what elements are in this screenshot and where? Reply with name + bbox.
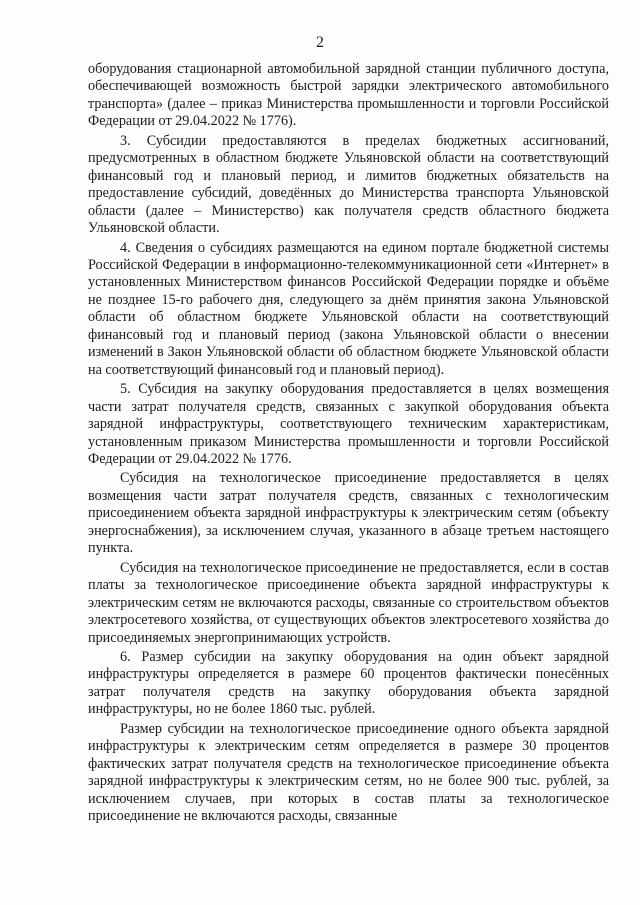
paragraph-continuation: оборудования стационарной автомобильной зарядной станции публичного доступа, обеспечивающей возможность быстрой зарядки электрического автомобильного транспорта» (далее – приказ Министерства промышленности и торговли Российской Федерации от 29.04.2022 № 1776). bbox=[88, 61, 609, 130]
paragraph-item-5-abzac-2: Субсидия на технологическое присоединение предоставляется в целях возмещения части затрат получателя средств, связанных с технологическим присоединением объекта зарядной инфраструктуры к электрическим сетям (объекту энергоснабжения), за исключением случая, указанного в абзаце третьем настоящего пункта. bbox=[88, 470, 609, 557]
paragraph-item-4: 4. Сведения о субсидиях размещаются на едином портале бюджетной системы Российской Федерации в информационно-телекоммуникационной сети «Интернет» в установленных Министерством финансов Российской Федерации порядке и объёме не позднее 15-го рабочего дня, следующего за днём принятия закона Ульяновской области об областном бюджете Ульяновской области на соответствующий финансовый год и плановый период (закона Ульяновской области о внесении изменений в Закон Ульяновской области об областном бюджете Ульяновской области на соответствующий финансовый год и плановый период). bbox=[88, 239, 609, 378]
page-number: 2 bbox=[316, 34, 324, 51]
document-body bbox=[88, 61, 609, 825]
paragraph-item-3: 3. Субсидии предоставляются в пределах бюджетных ассигнований, предусмотренных в областном бюджете Ульяновской области на соответствующий финансовый год и плановый период, и лимитов бюджетных обязательств на предоставление субсидий, доведённых до Министерства транспорта Ульяновской области (далее – Министерство) как получателя средств областного бюджета Ульяновской области. bbox=[88, 132, 609, 237]
paragraph-item-5: 5. Субсидия на закупку оборудования предоставляется в целях возмещения части затрат получателя средств, связанных с закупкой оборудования объекта зарядной инфраструктуры, соответствующего техническим характеристикам, установленным приказом Министерства промышленности и торговли Российской Федерации от 29.04.2022 № 1776. bbox=[88, 381, 609, 467]
paragraph-item-6: 6. Размер субсидии на закупку оборудования на один объект зарядной инфраструктуры определяется в размере 60 процентов фактически понесённых затрат получателя средств на закупку оборудования объекта зарядной инфраструктуры, но не более 1860 тыс. рублей. bbox=[88, 648, 609, 718]
paragraph-item-6-abzac-2: Размер субсидии на технологическое присоединение одного объекта зарядной инфраструктуры к электрическим сетям определяется в размере 30 процентов фактических затрат получателя средств на технологическое присоединение объекта зарядной инфраструктуры к электрическим сетям, но не более 900 тыс. рублей, за исключением случаев, при которых в состав платы за технологическое присоединение не включаются расходы, связанные bbox=[88, 720, 609, 825]
paragraph-item-5-abzac-3: Субсидия на технологическое присоединение не предоставляется, если в состав платы за технологическое присоединение объекта зарядной инфраструктуры к электрическим сетям не включаются расходы, связанные со строительством объектов электросетевого хозяйства, от существующих объектов электросетевого хозяйства до присоединяемых энергопринимающих устройств. bbox=[88, 559, 609, 646]
